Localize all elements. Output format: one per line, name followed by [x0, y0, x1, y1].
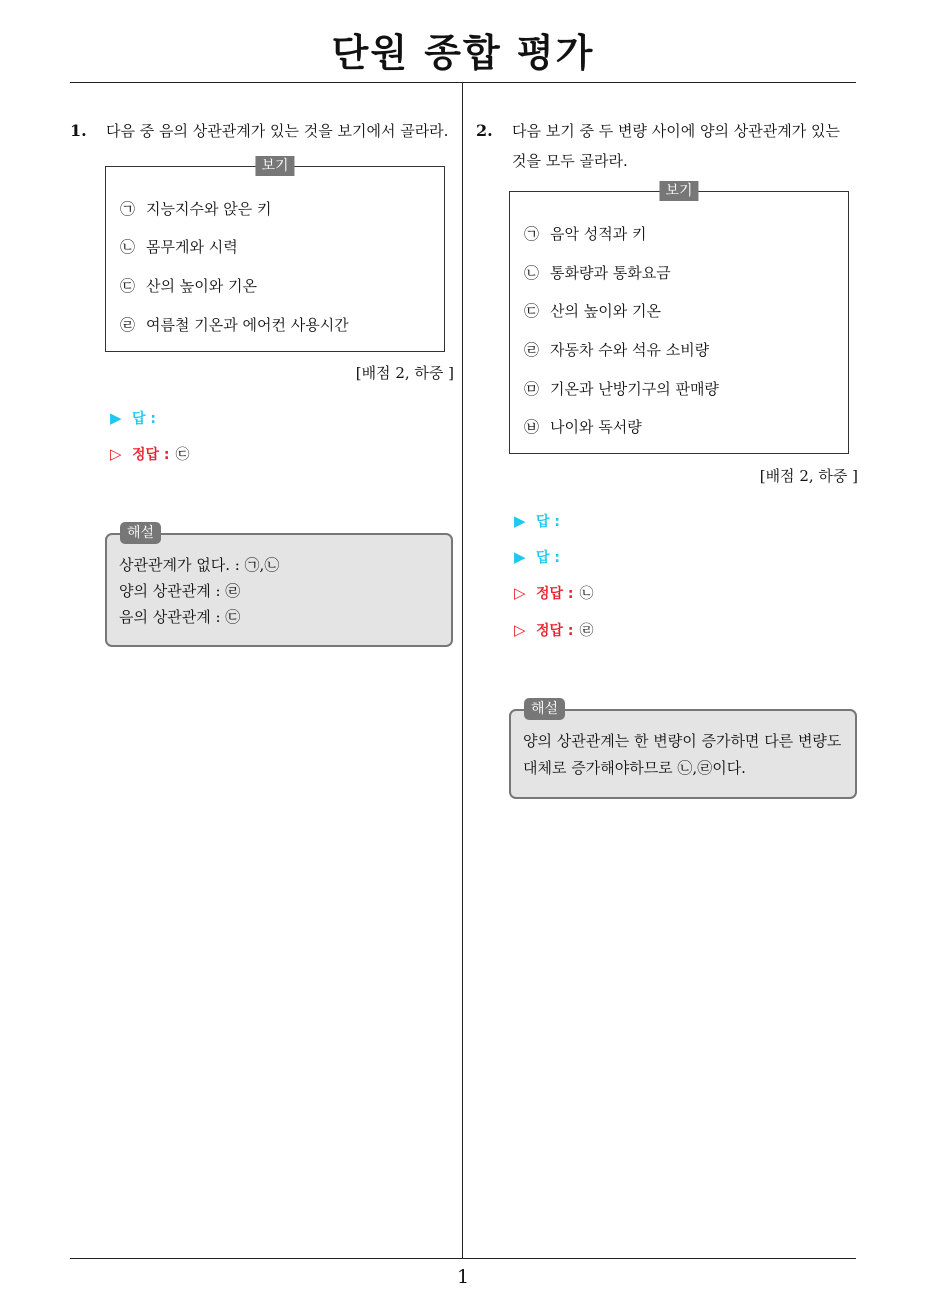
explanation-line: 상관관계가 없다. : ㉠,㉡ [119, 556, 280, 574]
explanation-box [105, 525, 453, 647]
explanation-line: 양의 상관관계는 한 변량이 증가하면 다른 변량도 [523, 732, 842, 750]
question-stem: 다음 보기 중 두 변량 사이에 양의 상관관계가 있는 것을 모두 골라라. [512, 122, 840, 170]
question-stem: 다음 중 음의 상관관계가 있는 것을 보기에서 골라라. [106, 122, 449, 140]
example-box-label: 보기 [659, 181, 698, 201]
explanation-box [509, 701, 857, 799]
example-box-label: 보기 [255, 156, 294, 176]
example-item: ㉤ 기온과 난방기구의 판매량 [524, 380, 719, 398]
play-triangle-icon: ▶ [110, 409, 122, 427]
answer-prompt: ▶ 답 : [110, 409, 156, 427]
explanation-line: 대체로 증가해야하므로 ㉡,㉣이다. [523, 759, 746, 777]
answer-prompt: ▶ 답 : [514, 548, 560, 566]
question-number: 2. [476, 121, 493, 140]
example-item: ㉢ 산의 높이와 기온 [120, 277, 257, 295]
page-number: 1 [456, 1266, 470, 1288]
play-triangle-icon: ▶ [514, 512, 526, 530]
score-label: [배점 2, 하중 ] [759, 467, 858, 485]
question-number: 1. [70, 121, 87, 140]
example-box [509, 183, 849, 454]
example-item: ㉡ 몸무게와 시력 [120, 238, 238, 256]
answer-prompt: ▶ 답 : [514, 512, 560, 530]
explanation-label: 해설 [524, 698, 565, 720]
correct-answer: ▷ 정답 : ㉢ [110, 445, 190, 463]
outline-triangle-icon: ▷ [514, 621, 526, 639]
explanation-line: 음의 상관관계 : ㉢ [119, 608, 241, 626]
example-item: ㉠ 지능지수와 앉은 키 [120, 200, 272, 218]
score-label: [배점 2, 하중 ] [355, 364, 454, 382]
outline-triangle-icon: ▷ [110, 445, 122, 463]
correct-answer: ▷ 정답 : ㉡ [514, 584, 594, 602]
page-title: 단원 종합 평가 [331, 31, 595, 75]
explanation-label: 해설 [120, 522, 161, 544]
correct-answer: ▷ 정답 : ㉣ [514, 621, 594, 639]
outline-triangle-icon: ▷ [514, 584, 526, 602]
top-rule [70, 82, 856, 83]
play-triangle-icon: ▶ [514, 548, 526, 566]
example-box [105, 158, 445, 352]
bottom-rule [70, 1258, 856, 1259]
example-item: ㉥ 나이와 독서량 [524, 418, 642, 436]
example-item: ㉣ 여름철 기온과 에어컨 사용시간 [120, 316, 349, 334]
example-item: ㉠ 음악 성적과 키 [524, 225, 647, 243]
column-divider [462, 83, 463, 1258]
example-item: ㉣ 자동차 수와 석유 소비량 [524, 341, 710, 359]
example-item: ㉢ 산의 높이와 기온 [524, 302, 661, 320]
example-item: ㉡ 통화량과 통화요금 [524, 264, 671, 282]
explanation-line: 양의 상관관계 : ㉣ [119, 582, 241, 600]
